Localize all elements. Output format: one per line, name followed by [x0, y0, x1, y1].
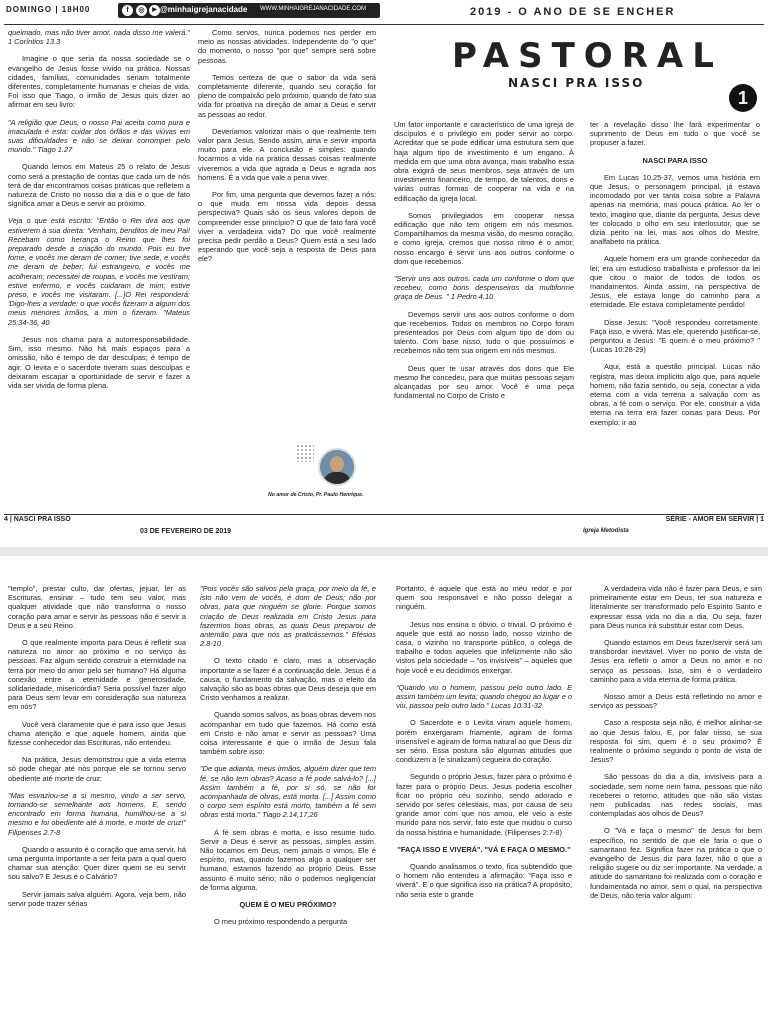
- top-column-1: [8, 28, 190, 510]
- bottom-column-4: [590, 584, 762, 1024]
- paragraph: O que realmente importa para Deus é refletir sua natureza no amor ao próximo e no serviço às pessoas. Faz algum sentido construir a eternidade na terra por meio do amor pelo ser humano? Há alguma conexão entre a eternidade e generosidade, solidariedade, misericórdia? Seria possível fazer algo para Deus sem levar em consideração sua natureza em nós?: [8, 638, 186, 712]
- author-face: [330, 456, 344, 472]
- page-footer: [0, 516, 768, 526]
- paragraph: "Quando viu o homem, passou pelo outro lado. E assim também um levita; quando chegou ao lugar e o viu, passou pelo outro lado." Lucas 10.31-32: [396, 682, 572, 711]
- publication-date: 03 DE FEVEREIRO DE 2019: [140, 528, 232, 535]
- paragraph: "De que adianta, meus irmãos, alguém dizer que tem fé, se não tem obras? Acaso a fé pode salvá-lo? [...] Assim também a fé, por si só, se não for acompanhada de obras, está morta. [...] Assim como o corpo sem espírito está morto, também a fé sem obras está morta." Tiago 2.14,17,26: [200, 764, 376, 820]
- paragraph: Você verá claramente que é para isso que Jesus chama atenção e que aquele homem, ainda que fizesse conhecedor das Escrituras, não entendeu.: [8, 719, 186, 748]
- paragraph: Caso a resposta seja não, é melhor alinhar-se ao que Jesus falou, E, por falar nisso, se sua resposta foi sim, quem é o seu próximo? É realmente o próximo segundo o ponto de vista de Jesus?: [590, 718, 762, 765]
- author-torso: [323, 472, 351, 486]
- paragraph: Quando somos salvos, as boas obras devem nos acompanhar em tudo que fazemos. Há como está em Cristo e não amar e servir as pessoas? Uma coisa interessante é que o irmão de Jesus fala também sobre isso:: [200, 710, 376, 757]
- paragraph: NASCI PARA ISSO: [642, 155, 708, 165]
- paragraph: Aquele homem era um grande conhecedor da lei; era um estudioso trabalhista e professor da lei que citou o maior de todos de todos os mandamentos. Ainda assim, na perspectiva de Jesus, ele estava longe do caminho para a eternidade. Ele estava completamente perdido!: [590, 254, 760, 310]
- paragraph: O meu próximo respondendo a pergunta: [214, 917, 348, 927]
- youtube-icon[interactable]: ▶: [149, 5, 160, 16]
- paragraph: ter a revelação disso lhe fará experimentar o suprimento de Deus em tudo o que você se propuser a fazer.: [590, 120, 760, 148]
- paragraph: O "Vá e faça o mesmo" de Jesus foi bem específico, no sentido de que ele faria o que o samaritano fez. Significa fazer na prática o que o evangelho de Jesus diz para fazer, não o que a religião sugere ou diz ser importante. Na verdade, a atitude do samaritano foi realizada com o coração e fundamentada no amor, sem o qual, na perspectiva de Deus, não teria valor algum:: [590, 826, 762, 900]
- header-bar: [0, 0, 384, 22]
- top-column-2: [198, 28, 376, 346]
- paragraph: Na prática, Jesus demonstrou que a vida eterna só pode chegar até nós porque ele se tornou servo obediente até morte de cruz:: [8, 755, 186, 783]
- paragraph: Quando estamos em Deus fazer/servir será um transbordar inevitável. Viver no ponto de vista de Jesus era refletir o amor a Deus no amor e no serviço as pessoas. Isso, sim é o verdadeiro caminho para a vida eterna de forma prática.: [590, 638, 762, 684]
- paragraph: Deveríamos valorizar mais o que realmente tem valor para Jesus. Sendo assim, ama e servir importa muito para ele. A conclusão é simples: quando focarmos a vida na prática dessas coisas realmente viveremos a vida que agrada a Deus e agrada aos homens. É a vida que vale a pena viver.: [198, 126, 376, 182]
- top-column-3: [394, 120, 574, 512]
- paragraph: Aqui, está a questão principal. Lucas não registra, mas deixa implícito algo que, para aquele homem, não fazia sentido, ou seja, conectar a vida eterna com a vida terrena a salvação com as obras, a fé com o serviço. Por ele, construir a vida eterna na terra era fazer coisas para Deus. Por exemplo: ir ao: [590, 362, 760, 427]
- paragraph: Deus quer te usar através dos dons que Ele mesmo lhe concedeu, para que muitas pessoas sejam alcançadas por seu amor. Você é uma peça fundamental no Corpo de Cristo e: [394, 363, 574, 401]
- bottom-column-1: [8, 584, 186, 1024]
- paragraph: Somos privilegiados em cooperar nessa edificação que não tem origem em nós mesmos. Compartilhamos da mesma visão, do mesmo coração, e como igreja, cremos que nosso ritmo é o amor; nosso encargo é servir uns aos outros conforme o dom que recebemos.: [394, 210, 574, 266]
- paragraph: "Pois vocês são salvos pela graça, por meio da fé, e isto não vem de vocês, é dom de Deus; não por obras, para que ninguém se glorie. Porque somos criação de Deus realizada em Cristo Jesus para fazermos boas obras, as quais Deus preparou de antemão para que nós as praticássemos." Efésios 2.8-10: [200, 584, 376, 649]
- paragraph: O texto citado é claro, mas a observação importante a se fazer é a continuação dele. Jesus é a causa, o fundamento da salvação, mas o efeito da salvação são as boas obras que Deus deseja que em Cristo venhamos a realizar.: [200, 656, 376, 703]
- paragraph: "templo", prestar culto, dar ofertas, jejuar, ler as Escrituras, ensinar – tudo tem seu valor, mas qualquer atividade que não transforma o nosso coração para amar e servir às pessoas não é servir a Deus e a seu Reino.: [8, 584, 186, 630]
- facebook-icon[interactable]: f: [122, 5, 133, 16]
- social-handle[interactable]: @minhaigrejanacidade: [160, 5, 248, 14]
- paragraph: Jesus nos chama para a autorresponsabilidade. Sim, isso mesmo. Não há mais espaços para a omissão, não é tempo de dar desculpas; é tempo de agir. O levita e o sacerdote tiveram suas desculpas e deixaram escapar a oportunidade de servir e fazer a vida ser vivida de forma plena.: [8, 334, 190, 390]
- paragraph: QUEM É O MEU PRÓXIMO?: [239, 900, 337, 910]
- paragraph: Quando o assunto é o coração que ama servir, há uma pergunta importante a ser feita para a qual quero chamar sua atenção: Quer dizer quem se eu servir sou salvo? E Jesus é o Calvário?: [8, 844, 186, 882]
- paragraph: São pessoas do dia a dia, invisíveis para a sociedade, sem nome nem fama, pessoas que não receberei o retorno, atitudes que não são vistas nem publicadas nas redes sociais, mas contempladas aos olhos de Deus?: [590, 772, 762, 819]
- series-number-badge: 1: [729, 84, 757, 112]
- paragraph: Por fim, uma pergunta que devemos fazer a nós: o que muda em nossa vida depois dessa perspectiva? Quais são os seus valores depois de compreender esse princípio? O que de fato fará você viver a verdadeira vida? Do que você realmente precisa pedir perdão a Deus? Quem está a seu lado esperando que você seja a resposta de Deus para ele?: [198, 190, 376, 264]
- day-label: DOMINGO | 18H00: [6, 5, 91, 14]
- header-divider: [4, 24, 764, 25]
- paragraph: Imagine o que seria da nossa sociedade se o evangelho de Jesus fosse vivido na prática. Nossas cidades, famílias, comunidades seriam totalmente diferentes, completamente humanas e cheias de vida. Foi isso que Tiago, o irmão de Jesus quis dizer ao afirmar em seu livro:: [8, 54, 190, 110]
- paragraph: Quando analisamos o texto, fica subtendido que o homem não entendeu a afirmação: "Faça isso e viverá". E o que significa isso na prática? A propósito, não seria este o grande: [396, 862, 572, 899]
- paragraph: "Servir uns aos outros, cada um conforme o dom que recebeu, como bons despenseiros da multiforme graça de Deus. " 1 Pedro 4.10: [394, 274, 574, 302]
- section-title: PASTORAL: [452, 36, 723, 76]
- paragraph: Servir jamais salva alguém. Agora, veja bem, não servir pode trazer sérias: [8, 889, 186, 908]
- paragraph: Jesus nos ensina o óbvio, o trivial. O próximo é aquele que está ao nosso lado, nosso vizinho de casa, o vizinho no transporte público, o colega de trabalho e todos aqueles que infelizmente não são vistos pela sociedade – "os invisíveis" – aqueles que hoje você e eu decidimos enxergar.: [396, 619, 572, 675]
- social-bar: [118, 3, 380, 18]
- paragraph: Nosso amor a Deus está refletindo no amor e serviço as pessoas?: [590, 692, 762, 711]
- paragraph: O Sacerdote e o Levita viram aquele homem, porém enxergaram friamente, agiram de forma insensível e agiram de forma natural ao que Deus diz ser sério. Essa postura são algumas atitudes que conduzem a (e sinalizam) cegueira do coração.: [396, 718, 572, 765]
- paragraph: Em Lucas 10.25-37, vemos uma história em que Jesus, o personagem principal, já estava incomodado por ver tanta coisa sobre a Palavra apenas na memória, mas pouca prática. Ao ler o texto, imagino que, diante da pergunta, Jesus deve ter colocado o olho em seu interlocutor, que se dizia perito na lei, mas aos olhos do Mestre, analfabeto na prática.: [590, 172, 760, 247]
- footer-right-label: SÉRIE - AMOR EM SERVIR | 1: [665, 516, 764, 523]
- author-photo: [318, 448, 356, 486]
- paragraph: Veja o que está escrito: "Então o Rei dirá aos que estiverem à sua direita: 'Venham, benditos de meu Pai! Recebam como herança o Reino que lhes foi preparado desde a criação do mundo. Pois eu tive fome, e vocês me deram de comer; tive sede, e vocês me deram de beber; fui estrangeiro, e vocês me acolheram; necessitei de roupas, e vocês me vestiram; estive enfermo, e vocês cuidaram de mim; estive preso, e vocês me visitaram. [...]O Rei responderá: 'Digo-lhes a verdade: o que vocês fizeram a algum dos meus menores irmãos, a mim o fizeram. "Mateus 25:34-36, 40: [8, 216, 190, 327]
- decorative-dots: [296, 444, 314, 462]
- website-link[interactable]: WWW.MINHAIGREJANACIDADE.COM: [260, 6, 366, 12]
- photo-caption: No amor de Cristo, Pr. Paulo Henrique.: [268, 492, 364, 498]
- church-logo: Igreja Metodista: [583, 528, 629, 534]
- paragraph: queimado, mas não tiver amor, nada disso me valerá." 1 Coríntios 13.3: [8, 28, 190, 47]
- top-column-4: [590, 120, 760, 512]
- instagram-icon[interactable]: ◎: [136, 5, 147, 16]
- paragraph: Temos certeza de que o sabor da vida será completamente diferente, quando seu coração for pleno de compaixão pelo próximo, quando de fato sua vida for proativa na direção de amar a Deus e servir as pessoas ao redor.: [198, 72, 376, 119]
- paragraph: Segundo o próprio Jesus, fazer para o próximo é fazer para o próprio Deus. Jesus poderia escolher ficar no próprio céu sozinho, sendo adorado e servido por seres celestiais, mas, por causa de seu grande amor com que nos amou, ele veio a este mundo para nos servir, fato este que mudou o curso da nossa história e humanidade. (Filipenses 2:7-8): [396, 772, 572, 837]
- paragraph: Disse Jesus: "Você respondeu corretamente. Faça isso, e viverá. Mas ele, querendo justificar-se, perguntou a Jesus: "E quem é o meu próximo? " (Lucas 10:28-29): [590, 317, 760, 355]
- paragraph: Devemos servir uns aos outros conforme o dom que recebemos. Todos os membros no Corpo foram presenteados por Deus com algum tipo de dom ou talento. Com base nisso, tudo o que possuímos e recebemos não tem sua origem em nós mesmos.: [394, 309, 574, 356]
- paragraph: Quando lemos em Mateus 25 o relato de Jesus como será a prestação de contas que cada um de nós terá de dar encontramos coisas práticas que refletem a natureza de Cristo no nosso dia a dia e o que de fato significa amar a Deus e servir ao próximo.: [8, 162, 190, 209]
- footer-left-label: 4 | NASCI PRA ISSO: [4, 516, 71, 523]
- bottom-page: [0, 556, 768, 1024]
- bottom-column-2: [200, 584, 376, 1024]
- paragraph: A fé sem obras é morta, e isso resume tudo. Servir a Deus é servir as pessoas, simples assim. Não tocamos em Deus, nem jamais o vimos, Ele é espírito, mas, quando fazemos algo a qualquer ser humano, estamos fazendo ao próprio Deus. Esse assunto é muito sério; não o podemos negligenciar de forma alguma.: [200, 827, 376, 892]
- paragraph: A verdadeira vida não é fazer para Deus, e sim primeiramente estar em Deus, ter sua natureza e literalmente ser transformado pelo Espírito Santo e expressar essa vida no dia a dia. Ou seja, fazer para Deus nunca irá substituir estar com Deus.: [590, 584, 762, 630]
- page-separator: [0, 547, 768, 556]
- footer-divider: [4, 514, 764, 515]
- section-subtitle: NASCI PRA ISSO: [508, 76, 645, 90]
- paragraph: Um fator importante e característico de uma igreja de discípulos é o privilégio em poder servir ao corpo. Acreditar que se pode edificar uma estrutura sem que haja algum tipo de investimento é um engano. À medida em que uma obra avança, mais trabalho essa obra exigirá de seus membros, seja através de um investimento financeiro, de tempo, de talentos, dons e várias outras formas de cooperar na vida e na edificação da igreja local.: [394, 120, 574, 203]
- paragraph: "Mas esvaziou-se a si mesmo, vindo a ser servo, tornando-se semelhante aos homens. E, sendo encontrado em forma humana, humilhou-se a si mesmo e foi obediente até à morte, e morte de cruz!" Filipenses 2.7-8: [8, 790, 186, 837]
- paragraph: Portanto, é aquele que está ao meu redor e por quem sou responsável e não posso delegar a ninguém.: [396, 584, 572, 612]
- paragraph: "A religião que Deus, o nosso Pai aceita como pura e imaculada é esta: cuidar dos órfãos e das viúvas em suas dificuldades e não se deixar corromper pelo mundo." Tiago 1.27: [8, 117, 190, 155]
- paragraph: Como servos, nunca podemos nos perder em meio as nossas atividades. Independente do "o que" do momento, o nosso "por que" sempre será sobre pessoas.: [198, 28, 376, 65]
- bottom-column-3: [396, 584, 572, 1024]
- tagline: 2019 - O ANO DE SE ENCHER: [470, 6, 676, 18]
- paragraph: "FAÇA ISSO E VIVERÁ". "VÁ E FAÇA O MESMO.": [397, 844, 571, 854]
